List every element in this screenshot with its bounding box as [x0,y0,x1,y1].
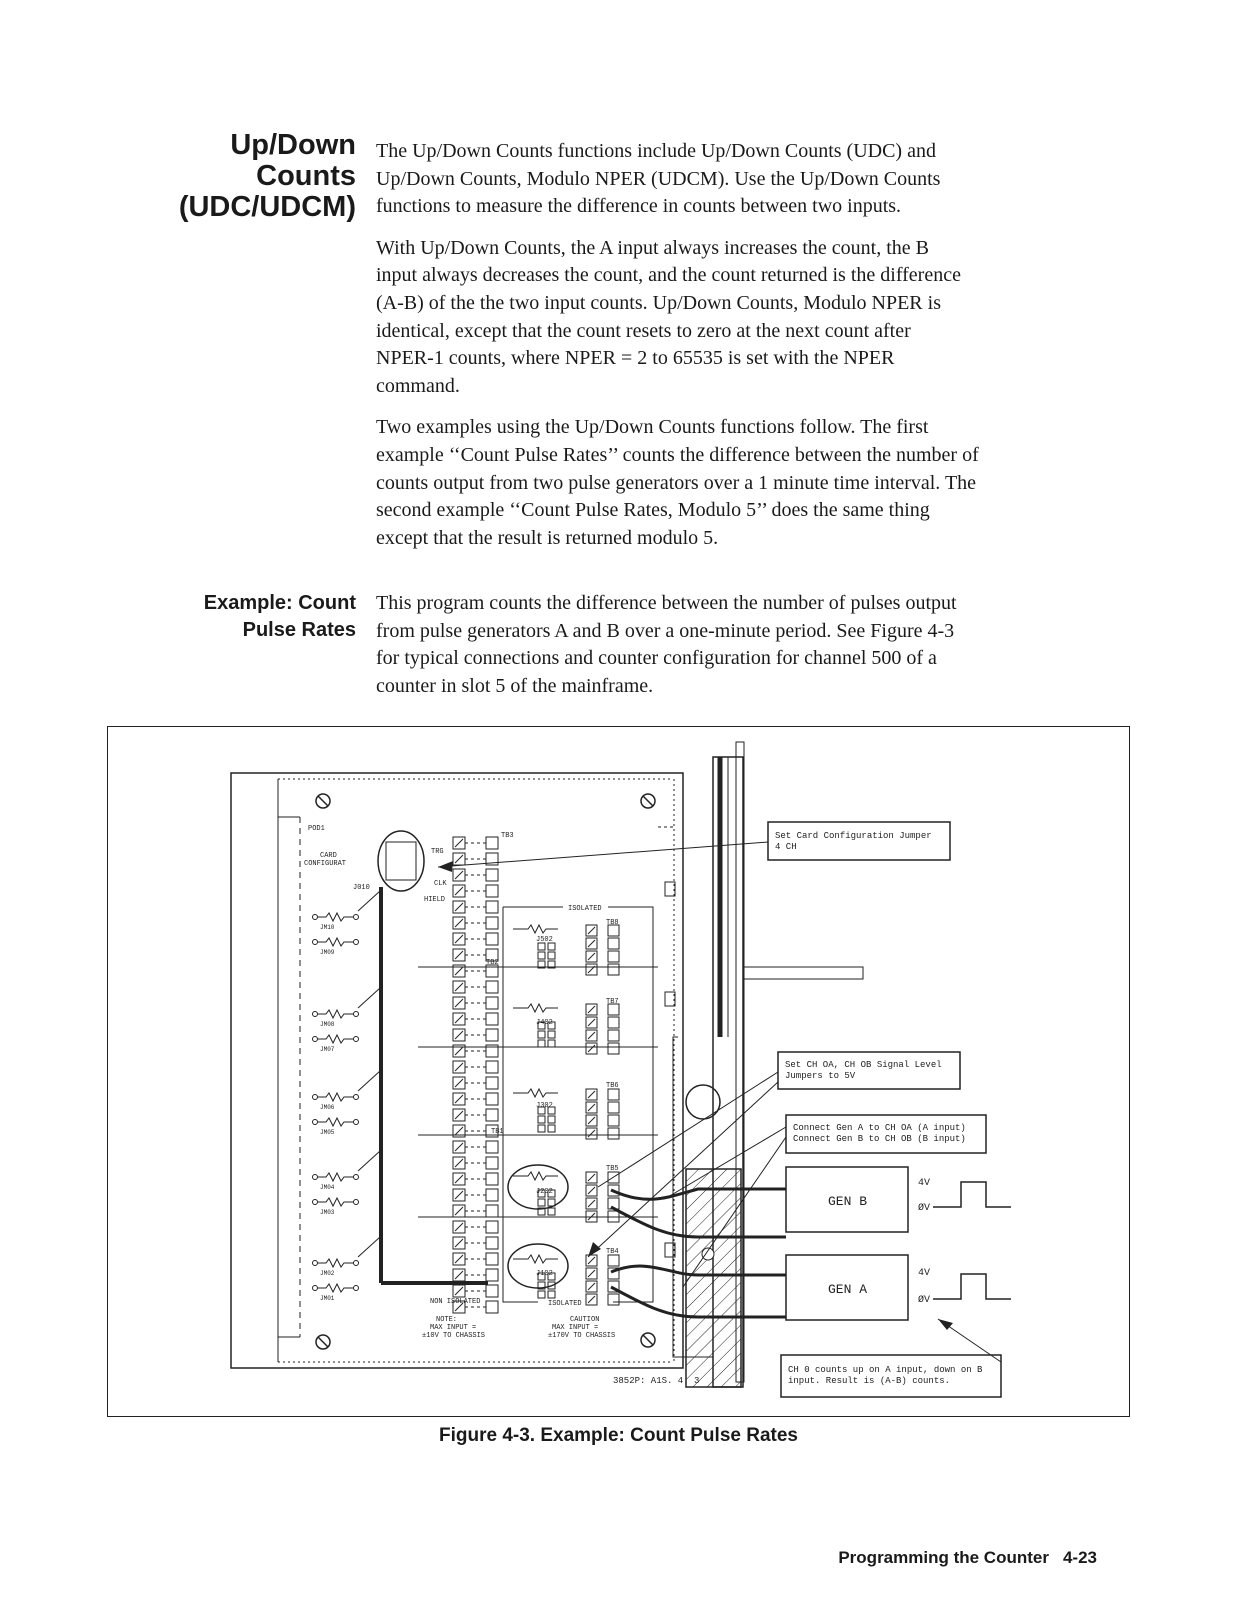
terminal-block-right [513,925,619,1305]
level-pin [538,1031,545,1038]
example-heading: Example: Count Pulse Rates [203,592,356,641]
connector-label: J302 [536,1102,553,1110]
level-pin [538,1291,545,1298]
clk-label: CLK [434,880,447,888]
terminal-pin [486,997,498,1009]
jm-label: JM02 [320,1270,335,1277]
terminal-pin [486,1189,498,1201]
level-pin [538,943,545,950]
terminal-screw [453,1269,465,1281]
connector-label: J202 [536,1188,553,1196]
gen-a-label: GEN A [828,1282,868,1297]
level-pin [538,952,545,959]
jumper-pin [354,1012,359,1017]
terminal-pin [486,981,498,993]
jumper-pin [354,1120,359,1125]
note-label: NOTE: MAX INPUT = ±10V TO CHASSIS [422,1316,486,1340]
isolated-top-label: ISOLATED [568,905,602,913]
terminal-pin [486,1157,498,1169]
card-config-label: CARD CONFIGURAT [304,852,347,868]
terminal-pin [486,1109,498,1121]
resistor-icon [513,1004,558,1012]
terminal-screw [453,1205,465,1217]
terminal-pin [486,1061,498,1073]
jumper-pin [313,1120,318,1125]
jumper-pin [313,1095,318,1100]
terminal-pin [486,1285,498,1297]
trig-label: TRG [431,848,444,856]
resistor-icon [318,1259,353,1267]
resistor-icon [318,938,353,946]
tb5-label: TB5 [606,1165,619,1173]
terminal-pin [486,1029,498,1041]
level-pin [548,1040,555,1047]
tb3-label: TB3 [501,832,514,840]
screw-icon [641,1333,655,1347]
resistor-icon [513,1255,558,1263]
level-low-label-a: ØV [918,1295,931,1306]
config-jumper-highlight [378,831,424,891]
jumper-pin [313,1037,318,1042]
terminal-screw [586,1281,597,1292]
resistor-icon [318,1284,353,1292]
terminal-pin [608,1115,619,1126]
terminal-screw [586,1030,597,1041]
pulse-waveform-a [933,1274,1011,1299]
terminal-pin [486,1173,498,1185]
terminal-screw [586,1102,597,1113]
screw-icon [316,1335,330,1349]
jumper-pin [313,1286,318,1291]
terminal-screw [586,1089,597,1100]
jumper-pin [354,1175,359,1180]
drawing-id: 3852P: A1S. 4. 3 [613,1376,700,1386]
paragraph-3: Two examples using the Up/Down Counts functions follow. The first example ‘‘Count Pulse Rates’’ counts the difference between the number of counts output from two pulse generators over a 1 minute time interval. The second example ‘‘Count Pulse Rates, Modulo 5’’ does the same thing except that the result is returned modulo 5. [376,416,979,549]
resistor-icon [513,925,558,933]
jumper-pin [354,1200,359,1205]
section-body [376,138,1121,566]
resistor-icon [318,1010,353,1018]
terminal-screw [586,1004,597,1015]
jm-label: JM05 [320,1129,335,1136]
jumper-pin [354,915,359,920]
terminal-pin [486,1093,498,1105]
terminal-pin [486,1141,498,1153]
caution-label: CAUTION MAX INPUT = ±170V TO CHASSIS [548,1316,616,1340]
resistor-icon [318,913,353,921]
terminal-pin [608,951,619,962]
level-pin [538,1125,545,1132]
level-pin [548,1208,555,1215]
terminal-screw [586,951,597,962]
callout-level-text: Set CH OA, CH OB Signal Level Jumpers to 5V [785,1060,942,1081]
terminal-screw [586,1185,597,1196]
pulse-waveform-b [933,1182,1011,1207]
terminal-screw [453,981,465,993]
terminal-screw [453,1061,465,1073]
page-number: 4-23 [1062,1548,1097,1567]
pod1-label: POD1 [308,825,325,833]
terminal-screw [453,853,465,865]
jumper-pin [354,1261,359,1266]
terminal-pin [608,938,619,949]
resistor-icon [318,1093,353,1101]
jumper-pin [313,915,318,920]
resistor-icon [318,1035,353,1043]
jumper-pin [313,1261,318,1266]
terminal-screw [453,1141,465,1153]
j010-label: J010 [353,884,370,892]
terminal-pin [608,1089,619,1100]
terminal-screw [453,885,465,897]
level-pin [548,943,555,950]
tb8-label: TB8 [606,919,619,927]
terminal-screw [453,949,465,961]
jm-label: JM08 [320,1021,335,1028]
terminal-screw [453,1285,465,1297]
terminal-screw [586,1198,597,1209]
connector-label: J502 [536,936,553,944]
terminal-pin [486,1077,498,1089]
terminal-screw [453,869,465,881]
terminal-pin [486,933,498,945]
level-low-label-b: ØV [918,1203,931,1214]
connector-hatched [686,1169,741,1387]
terminal-screw [453,1173,465,1185]
terminal-screw [453,1253,465,1265]
screw-icon [641,794,655,808]
section-heading: Up/Down Counts (UDC/UDCM) [178,129,356,223]
terminal-screw [586,938,597,949]
jumper-set-left [313,891,381,1302]
jm-label: JM06 [320,1104,335,1111]
terminal-screw [586,1128,597,1139]
level-high-label-a: 4V [918,1268,931,1279]
level-pin [548,952,555,959]
jm-label: JM07 [320,1046,335,1053]
footer-title: Programming the Counter [838,1548,1049,1567]
terminal-pin [608,1102,619,1113]
page-footer [824,1548,1097,1568]
callout-config-text: Set Card Configuration Jumper 4 CH [775,831,932,852]
terminal-screw [586,1017,597,1028]
terminal-screw [586,1043,597,1054]
paragraph-1: The Up/Down Counts functions include Up/Down Counts (UDC) and Up/Down Counts, Modulo NPER (UDCM). Use the Up/Down Counts functions to measure the difference in counts between two inputs. [376,140,941,218]
terminal-screw [453,933,465,945]
isolated-bottom-label: ISOLATED [548,1300,582,1308]
resistor-icon [318,1173,353,1181]
terminal-screw [453,1157,465,1169]
jumper-pin [354,1037,359,1042]
terminal-pin [486,1013,498,1025]
callout-connect-text: Connect Gen A to CH OA (A input) Connect Gen B to CH OB (B input) [793,1123,966,1144]
terminal-pin [486,1221,498,1233]
connector-label: J402 [536,1019,553,1027]
terminal-screw [453,1093,465,1105]
jumper-pin [313,1012,318,1017]
jumper-pin [354,1286,359,1291]
terminal-screw [453,1013,465,1025]
hield-label: HIELD [424,896,446,904]
level-pin [538,1116,545,1123]
jm-label: JM03 [320,1209,335,1216]
jm-label: JM01 [320,1295,335,1302]
level-pin [548,1031,555,1038]
terminal-pin [486,1301,498,1313]
terminal-pin [486,901,498,913]
terminal-pin [608,1043,619,1054]
level-high-label-b: 4V [918,1178,931,1189]
terminal-pin [486,917,498,929]
terminal-pin [486,1269,498,1281]
tb2-label: TB2 [486,959,499,967]
terminal-screw [453,1029,465,1041]
level-pin [538,1199,545,1206]
figure-frame [107,726,1130,1417]
jm-label: JM04 [320,1184,335,1191]
terminal-block-left [453,837,498,1313]
terminal-screw [586,925,597,936]
tb1-label: TB1 [491,1128,504,1136]
terminal-screw [453,1109,465,1121]
terminal-screw [453,1189,465,1201]
mounting-hole [686,1085,720,1119]
terminal-screw [586,964,597,975]
terminal-pin [486,869,498,881]
level-pin [548,1125,555,1132]
example-body [376,590,1121,714]
terminal-screw [586,1294,597,1305]
jm-label: JM10 [320,924,335,931]
terminal-pin [486,1253,498,1265]
resistor-icon [513,1089,558,1097]
jumper-pin [313,1175,318,1180]
resistor-icon [513,1172,558,1180]
level-jumper-highlight [508,1244,568,1288]
level-pin [538,1040,545,1047]
callout-config-box [768,822,950,860]
terminal-screw [586,1255,597,1266]
wiring-diagram [108,727,1128,1415]
paragraph-2: With Up/Down Counts, the A input always increases the count, the B input always decreases the count, and the count returned is the difference (A-B) of the the two input counts. Up/Down Counts, Modulo NPER is identical, except that the count resets to zero at the next count after NPER-1 counts, where NPER = 2 to 65535 is set with the NPER command. [376,236,961,397]
figure-caption: Figure 4-3. Example: Count Pulse Rates [439,1425,798,1446]
tb7-label: TB7 [606,998,619,1006]
jumper-pin [354,1095,359,1100]
terminal-screw [453,1221,465,1233]
terminal-screw [453,997,465,1009]
level-pin [548,1116,555,1123]
callout-result-text: CH 0 counts up on A input, down on B input. Result is (A-B) counts. [788,1365,983,1386]
terminal-pin [608,1030,619,1041]
terminal-pin [608,964,619,975]
jumper-pin [354,940,359,945]
terminal-pin [608,1255,619,1266]
terminal-pin [486,837,498,849]
terminal-screw [453,1237,465,1249]
jm-label: JM09 [320,949,335,956]
terminal-screw [586,1115,597,1126]
gen-b-label: GEN B [828,1194,868,1209]
terminal-pin [608,1294,619,1305]
terminal-pin [608,1017,619,1028]
terminal-pin [486,1237,498,1249]
terminal-screw [453,901,465,913]
level-pin [548,1291,555,1298]
jumper-pin [313,1200,318,1205]
terminal-screw [586,1268,597,1279]
tb4-label: TB4 [606,1248,619,1256]
terminal-screw [453,917,465,929]
terminal-pin [486,885,498,897]
connector-label: J102 [536,1270,553,1278]
terminal-screw [453,1077,465,1089]
jumper-pin [313,940,318,945]
non-isolated-label: NON ISOLATED [430,1298,481,1306]
terminal-pin [608,1128,619,1139]
resistor-icon [318,1198,353,1206]
terminal-pin [486,1205,498,1217]
resistor-icon [318,1118,353,1126]
terminal-screw [453,837,465,849]
terminal-screw [586,1172,597,1183]
screw-icon [316,794,330,808]
example-paragraph: This program counts the difference between the number of pulses output from pulse generators A and B over a one-minute period. See Figure 4-3 for typical connections and counter configuration for channel 500 of a counter in slot 5 of the mainframe. [376,592,957,697]
tb6-label: TB6 [606,1082,619,1090]
